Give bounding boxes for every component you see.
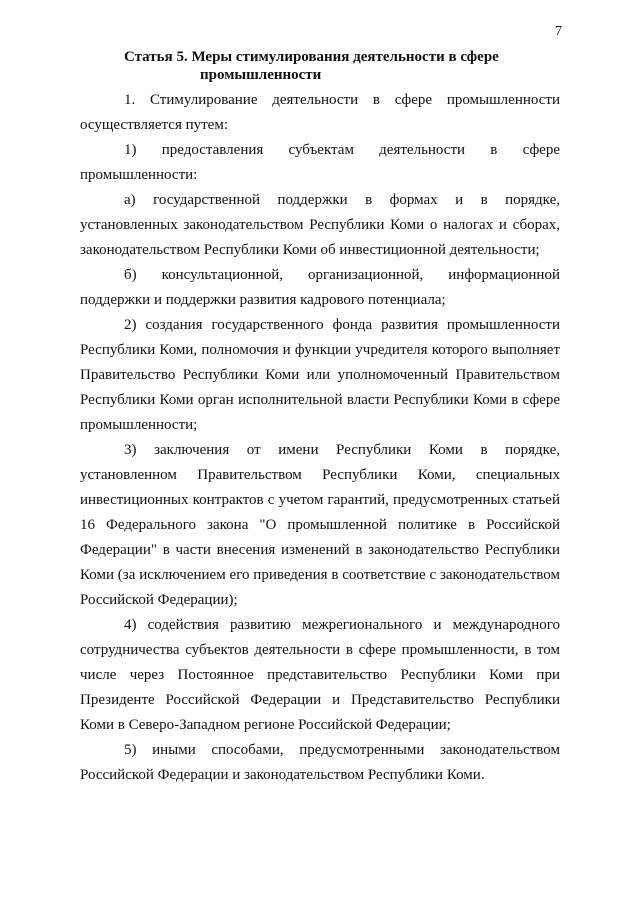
- article-title-line-2: промышленности: [200, 67, 322, 83]
- article-body: [80, 88, 560, 788]
- paragraph-1-1: 1) предоставления субъектам деятельности в сфере промышленности:: [80, 142, 560, 183]
- paragraph-1-1-b: б) консультационной, организационной, информационной поддержки и поддержки развития кадрового потенциала;: [80, 267, 560, 308]
- paragraph-1: 1. Стимулирование деятельности в сфере промышленности осуществляется путем:: [80, 92, 560, 133]
- paragraph-1-2: 2) создания государственного фонда развития промышленности Республики Коми, полномочия и функции учредителя которого выполняет Правительство Республики Коми или уполномоченный Правительством Республики Коми орган исполнительной власти Республики Коми в сфере промышленности;: [80, 317, 560, 433]
- paragraph-1-4: 4) содействия развитию межрегионального и международного сотрудничества субъектов деятельности в сфере промышленности, в том числе через Постоянное представительство Республики Коми при Президенте Российской Федерации и Представительство Республики Коми в Северо-Западном регионе Российской Федерации;: [80, 617, 560, 733]
- article-title: [80, 48, 560, 84]
- article-title-line-1: Статья 5. Меры стимулирования деятельности в сфере: [124, 49, 499, 65]
- paragraph-1-1-a: а) государственной поддержки в формах и в порядке, установленных законодательством Республики Коми о налогах и сборах, законодательством Республики Коми об инвестиционной деятельности;: [80, 192, 560, 258]
- paragraph-1-3: 3) заключения от имени Республики Коми в порядке, установленном Правительством Республики Коми, специальных инвестиционных контрактов с учетом гарантий, предусмотренных статьей 16 Федерального закона "О промышленной политике в Российской Федерации" в части внесения изменений в законодательство Республики Коми (за исключением его приведения в соответствие с законодательством Российской Федерации);: [80, 442, 560, 608]
- page-number: 7: [555, 24, 562, 39]
- paragraph-1-5: 5) иными способами, предусмотренными законодательством Российской Федерации и законодательством Республики Коми.: [80, 742, 560, 783]
